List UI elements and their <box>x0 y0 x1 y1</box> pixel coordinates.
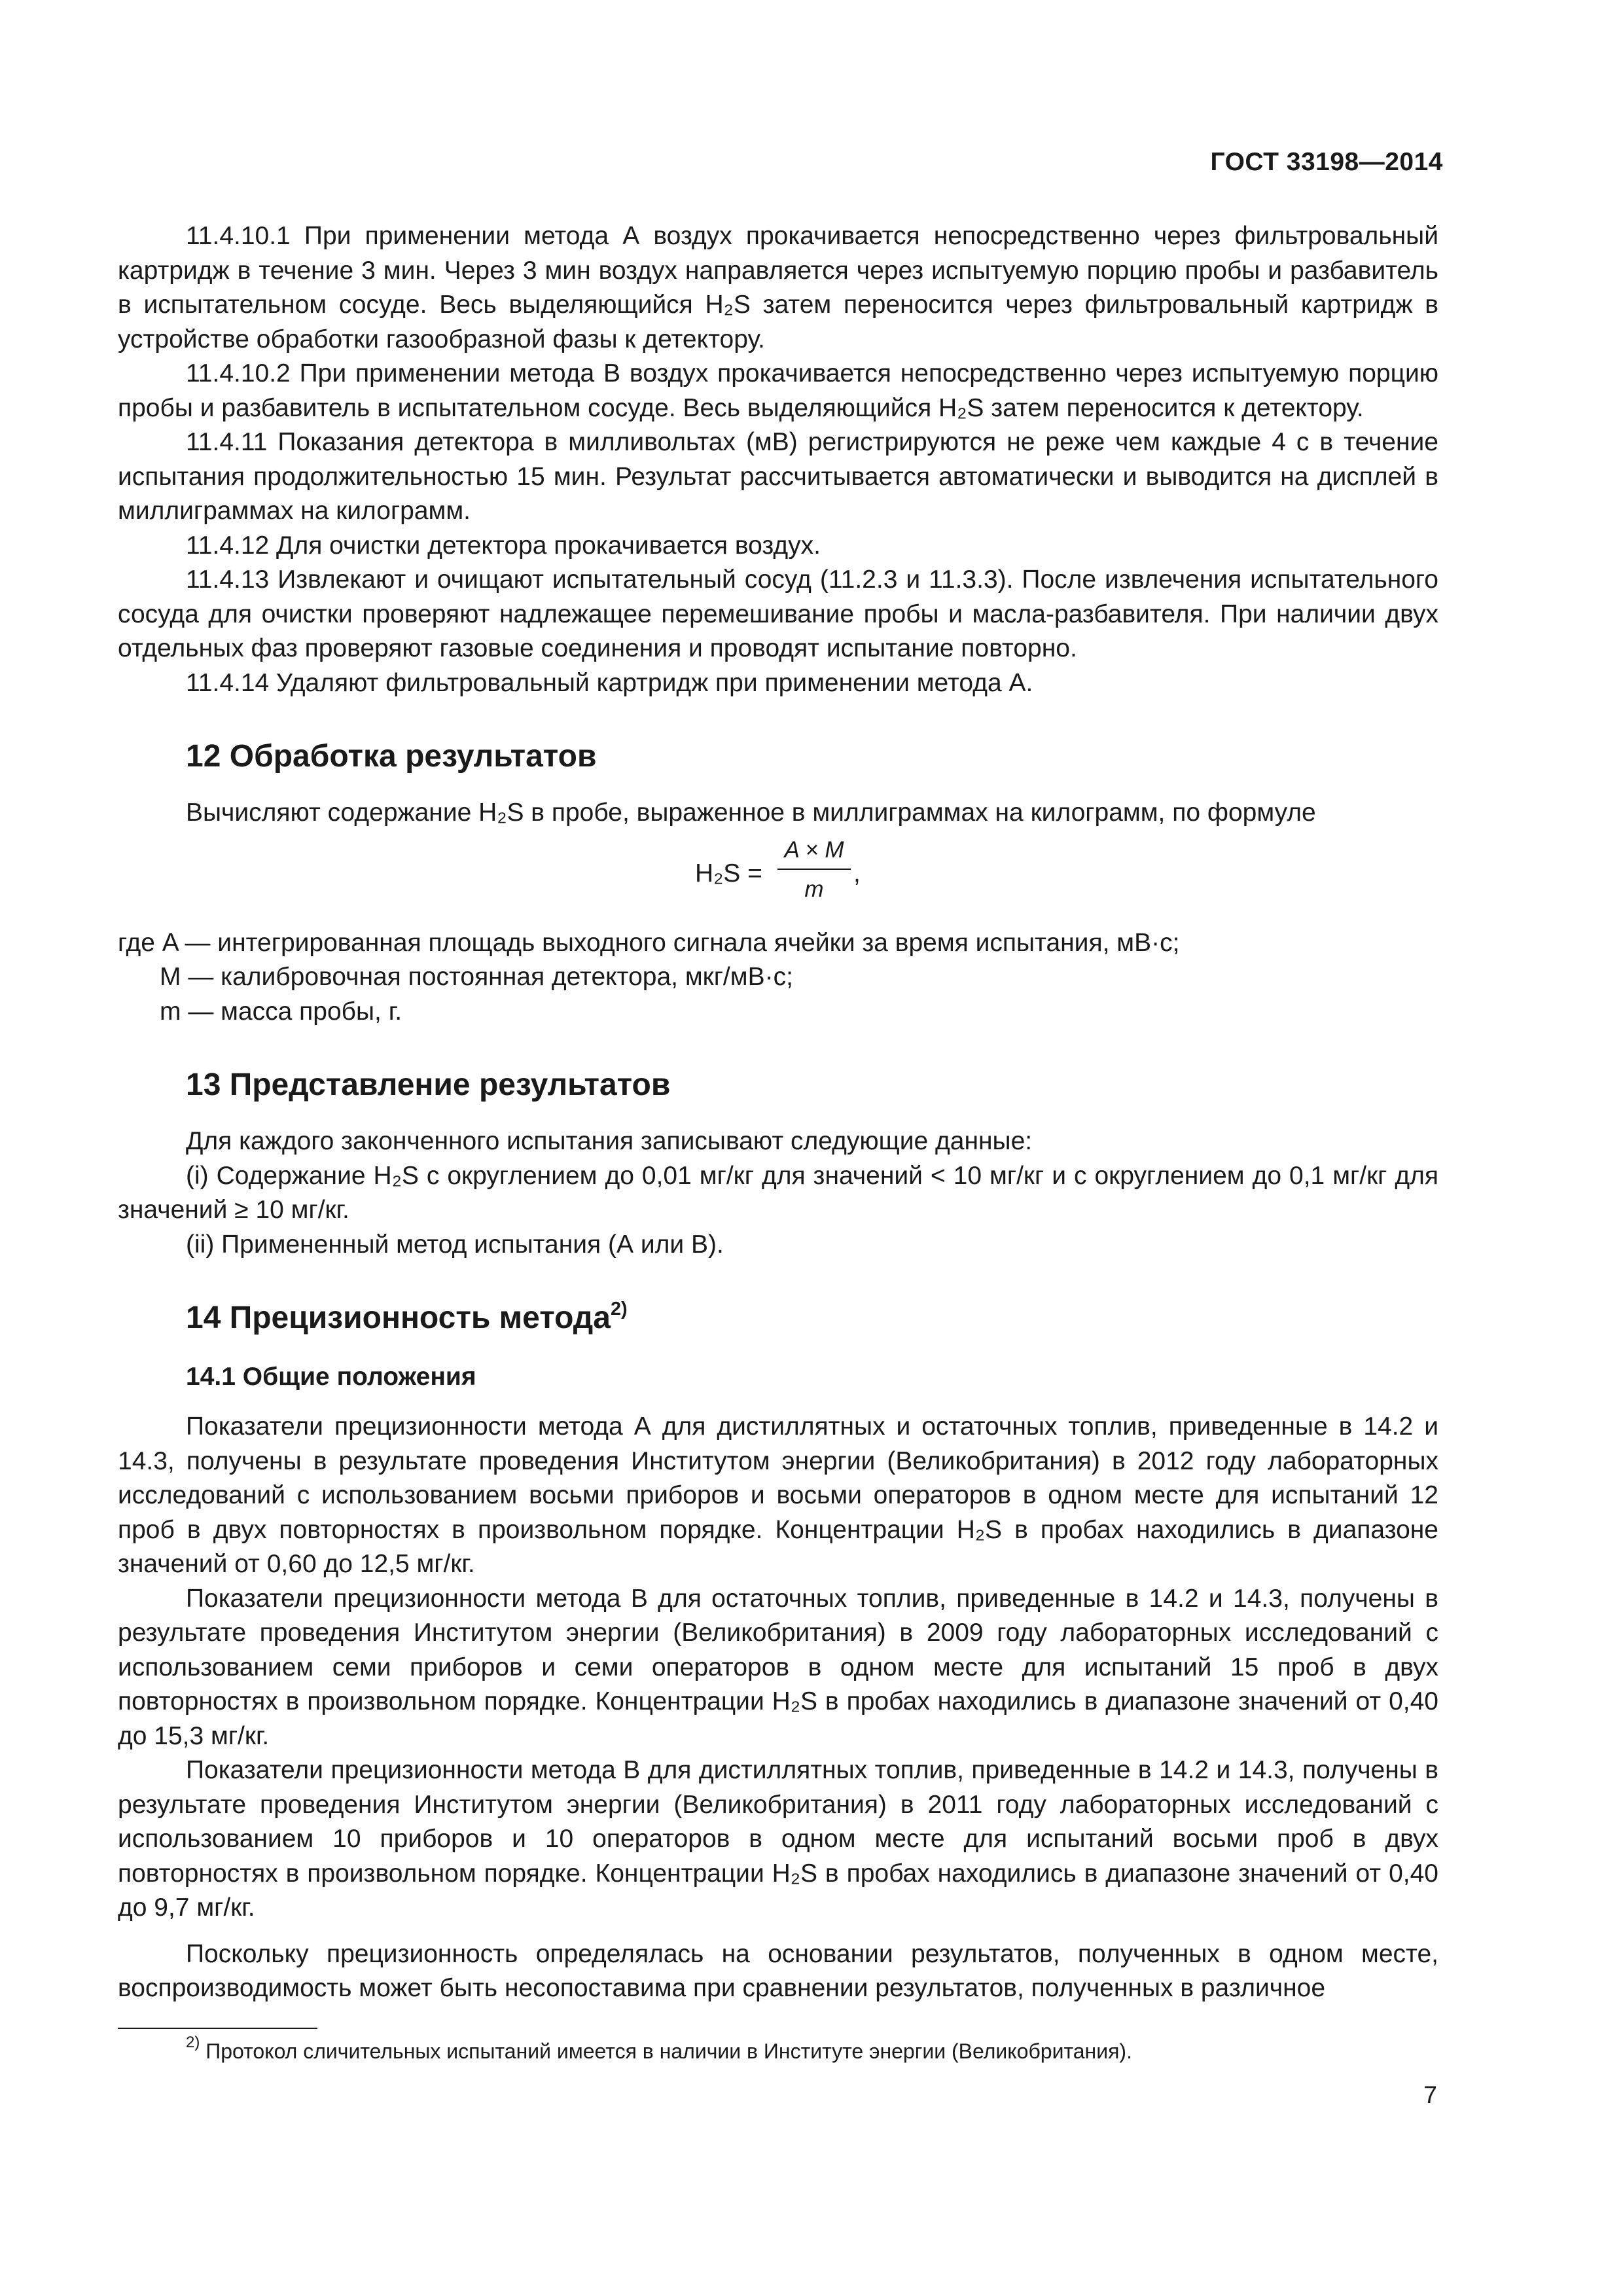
paragraph-11-4-12: 11.4.12 Для очистки детектора прокачивается воздух. <box>186 531 821 560</box>
section-13-line-3: (ii) Примененный метод испытания (А или В). <box>186 1230 724 1259</box>
fraction-bar <box>777 869 851 870</box>
h2s-formula <box>118 834 1438 914</box>
page-number: 7 <box>1423 2081 1437 2108</box>
footnote-text: Протокол сличительных испытаний имеется в наличии в Институте энергии (Великобритания). <box>205 2039 1132 2063</box>
footnote-ref: 2) <box>610 1298 628 1319</box>
where-m-upper: M — калибровочная постоянная детектора, мкг/мВ·с; <box>160 963 793 991</box>
formula-numerator: A × M <box>784 836 844 863</box>
section-14-paragraph-2: Показатели прецизионности метода В для остаточных топлив, приведенные в 14.2 и 14.3, получены в результате проведения Институтом энергии (Великобритания) в 2009 году лабораторных исследований с использованием семи приборов и семи операторов в одном месте для испытаний 15 проб в двух повторностях в произвольном порядке. Концентрации H₂S в пробах находились в диапазоне значений от 0,40 до 15,3 мг/кг. <box>118 1584 1438 1750</box>
section-14-heading-text: 14 Прецизионность метода <box>186 1300 611 1335</box>
section-12-intro: Вычисляют содержание H₂S в пробе, выраженное в миллиграммах на килограмм, по формуле <box>186 798 1316 827</box>
section-14-paragraph-1: Показатели прецизионности метода А для дистиллятных и остаточных топлив, приведенные в 14.2 и 14.3, получены в результате проведения Институтом энергии (Великобритания) в 2012 году лабораторных исследований с использованием восьми приборов и восьми операторов в одном месте для испытаний 12 проб в двух повторностях в произвольном порядке. Концентрации H₂S в пробах находились в диапазоне значений от 0,60 до 12,5 мг/кг. <box>118 1412 1438 1578</box>
section-14-1-heading: 14.1 Общие положения <box>186 1363 476 1391</box>
page-body <box>118 219 1438 2006</box>
section-13-line-1: Для каждого законченного испытания записывают следующие данные: <box>186 1127 1033 1155</box>
paragraph-11-4-10-2: 11.4.10.2 При применении метода В воздух прокачивается непосредственно через испытуемую порцию пробы и разбавитель в испытательном сосуде. Весь выделяющийся H₂S затем переносится к детектору. <box>118 359 1438 422</box>
paragraph-11-4-11: 11.4.11 Показания детектора в милливольтах (мВ) регистрируются не реже чем каждые 4 с в течение испытания продолжительностью 15 мин. Результат рассчитывается автоматически и выводится на дисплей в миллиграммах на килограмм. <box>118 428 1438 525</box>
paragraph-11-4-13: 11.4.13 Извлекают и очищают испытательный сосуд (11.2.3 и 11.3.3). После извлечения испытательного сосуда для очистки проверяют надлежащее перемешивание пробы и масла-разбавителя. При наличии двух отдельных фаз проверяют газовые соединения и проводят испытание повторно. <box>118 565 1438 662</box>
paragraph-11-4-14: 11.4.14 Удаляют фильтровальный картридж при применении метода А. <box>186 668 1033 697</box>
footnote-mark: 2) <box>186 2034 200 2052</box>
section-14-heading <box>186 1299 1438 1338</box>
where-m-lower: m — масса пробы, г. <box>160 997 402 1026</box>
paragraph-11-4-10-1: 11.4.10.1 При применении метода А воздух прокачивается непосредственно через фильтровальный картридж в течение 3 мин. Через 3 мин воздух направляется через испытуемую порцию пробы и разбавитель в испытательном сосуде. Весь выделяющийся H₂S затем переносится через фильтровальный картридж в устройстве обработки газообразной фазы к детектору. <box>118 222 1438 353</box>
footnote <box>186 2034 1132 2066</box>
footnote-divider <box>118 2028 317 2029</box>
document-header: ГОСТ 33198—2014 <box>1210 148 1443 176</box>
formula-fraction <box>777 834 851 905</box>
section-14-paragraph-4: Поскольку прецизионность определялась на основании результатов, полученных в одном месте, воспроизводимость может быть несопоставима при сравнении результатов, полученных в различное <box>118 1939 1438 2002</box>
section-12-heading: 12 Обработка результатов <box>186 739 597 774</box>
formula-tail: , <box>853 859 861 888</box>
section-13-line-2: (i) Содержание H₂S с округлением до 0,01 мг/кг для значений < 10 мг/кг и с округлением до 0,1 мг/кг для значений ≥ 10 мг/кг. <box>118 1161 1438 1224</box>
formula-lhs: H₂S = <box>695 859 762 888</box>
section-14-paragraph-3: Показатели прецизионности метода В для дистиллятных топлив, приведенные в 14.2 и 14.3, получены в результате проведения Институтом энергии (Великобритания) в 2011 году лабораторных исследований с использованием 10 приборов и 10 операторов в одном месте для испытаний восьми проб в двух повторностях в произвольном порядке. Концентрации H₂S в пробах находились в диапазоне значений от 0,40 до 9,7 мг/кг. <box>118 1756 1438 1922</box>
where-a: где A — интегрированная площадь выходного сигнала ячейки за время испытания, мВ·с; <box>118 928 1180 957</box>
formula-denominator: m <box>804 876 824 902</box>
section-13-heading: 13 Представление результатов <box>186 1067 671 1102</box>
